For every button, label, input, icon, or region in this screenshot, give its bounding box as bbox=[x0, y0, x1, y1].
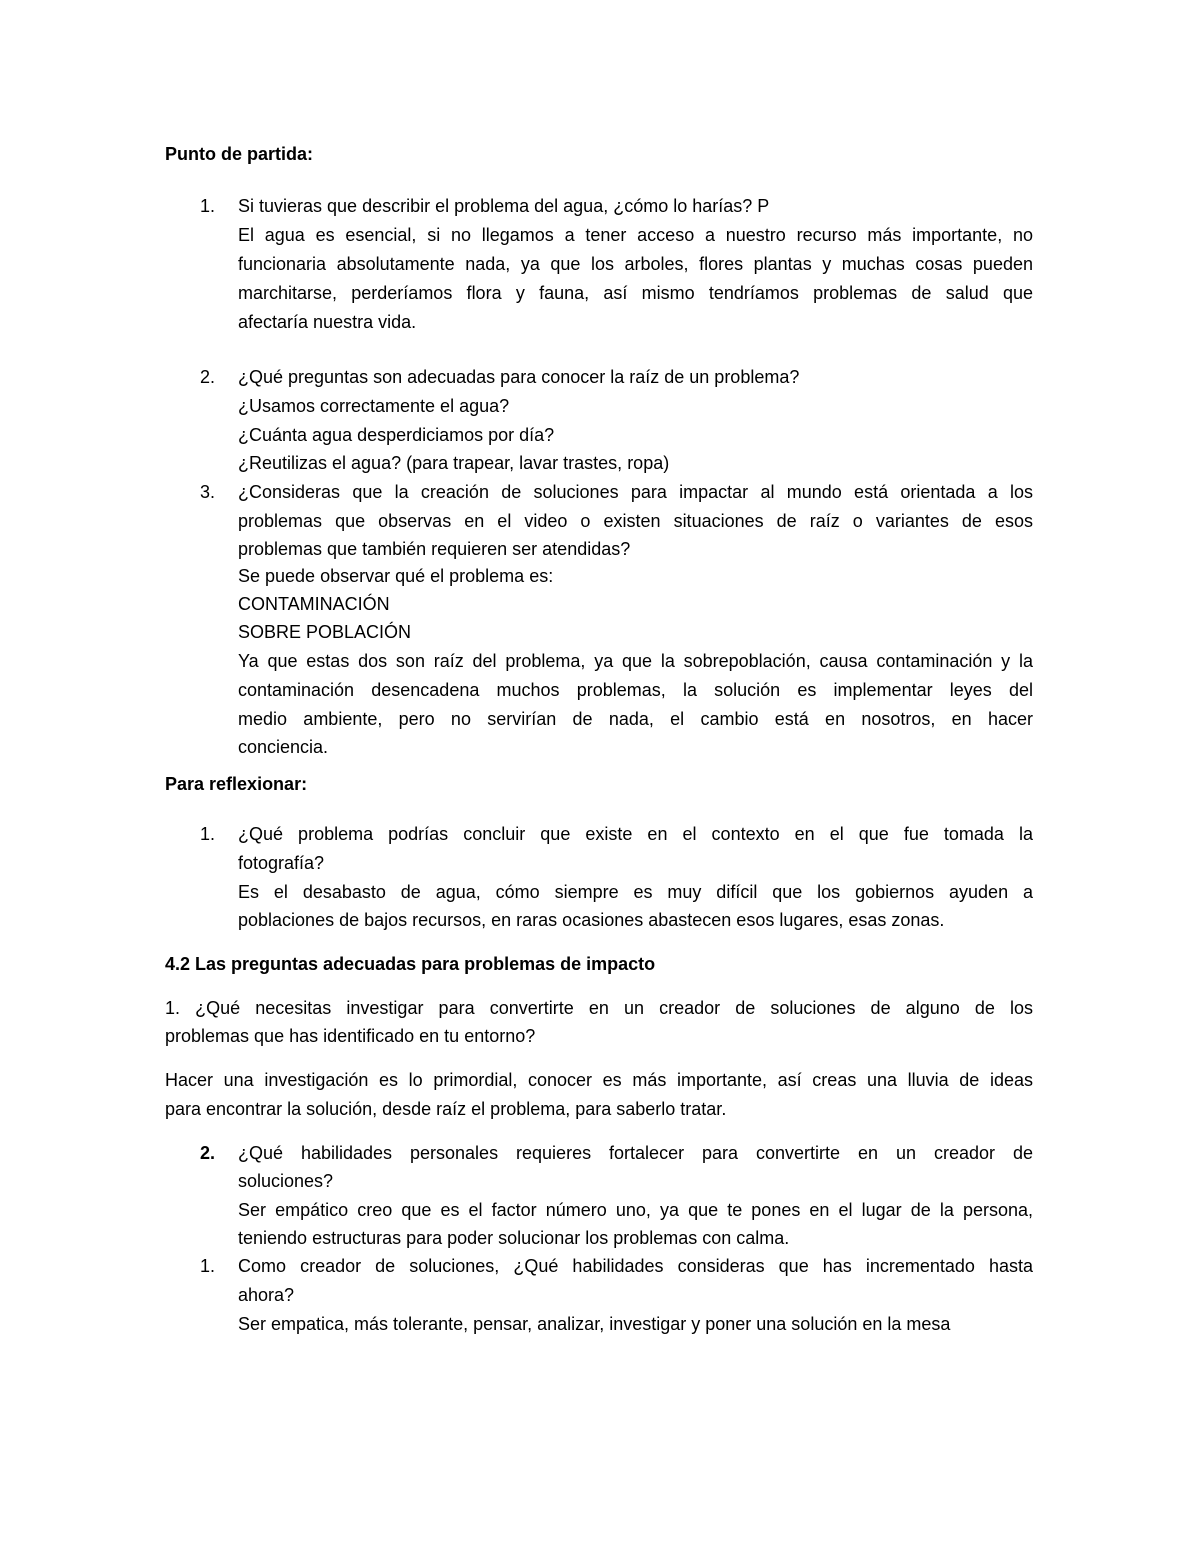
answer-item: CONTAMINACIÓN bbox=[238, 594, 390, 614]
answer-line: para encontrar la solución, desde raíz el problema, para saberlo tratar. bbox=[165, 1099, 727, 1119]
answer-line: medio ambiente, pero no servirían de nada, el cambio está en nosotros, en hacer bbox=[238, 709, 1033, 729]
answer-line: contaminación desencadena muchos problemas, la solución es implementar leyes del bbox=[238, 680, 1033, 700]
question-line: soluciones? bbox=[238, 1171, 334, 1191]
answer-line: marchitarse, perderíamos flora y fauna, así mismo tendríamos problemas de salud que bbox=[238, 283, 1033, 303]
question-line: ¿Consideras que la creación de soluciones para impactar al mundo está orientada a los bbox=[238, 482, 1033, 502]
question-line: ¿Qué habilidades personales requieres fortalecer para convertirte en un creador de bbox=[238, 1143, 1033, 1163]
list-number: 1. bbox=[200, 1256, 216, 1276]
answer-line: conciencia. bbox=[238, 737, 329, 757]
answer-line: funcionaria absolutamente nada, ya que los arboles, flores plantas y muchas cosas pueden bbox=[238, 254, 1033, 274]
list-number: 2. bbox=[200, 1143, 216, 1163]
list-number: 2. bbox=[200, 367, 216, 387]
answer-line: Hacer una investigación es lo primordial, conocer es más importante, así creas una lluvia de ideas bbox=[165, 1070, 1033, 1090]
answer-line: Ya que estas dos son raíz del problema, ya que la sobrepoblación, causa contaminación y la bbox=[238, 651, 1033, 671]
question-line: problemas que has identificado en tu entorno? bbox=[165, 1026, 536, 1046]
answer-line: El agua es esencial, si no llegamos a tener acceso a nuestro recurso más importante, no bbox=[238, 225, 1033, 245]
question-line: Como creador de soluciones, ¿Qué habilidades consideras que has incrementado hasta bbox=[238, 1256, 1033, 1276]
list-number: 3. bbox=[200, 482, 216, 502]
section-heading-preguntas-adecuadas: 4.2 Las preguntas adecuadas para problemas de impacto bbox=[165, 954, 656, 974]
answer-line: Se puede observar qué el problema es: bbox=[238, 566, 554, 586]
question-text: ¿Qué preguntas son adecuadas para conocer la raíz de un problema? bbox=[238, 367, 800, 387]
answer-line: afectaría nuestra vida. bbox=[238, 312, 417, 332]
question-line: fotografía? bbox=[238, 853, 325, 873]
answer-line: ¿Usamos correctamente el agua? bbox=[238, 396, 510, 416]
answer-line: teniendo estructuras para poder solucionar los problemas con calma. bbox=[238, 1228, 790, 1248]
list-number: 1. bbox=[200, 824, 216, 844]
section-heading-para-reflexionar: Para reflexionar: bbox=[165, 774, 308, 794]
list-number: 1. bbox=[200, 196, 216, 216]
section-heading-punto-de-partida: Punto de partida: bbox=[165, 144, 313, 164]
question-line: problemas que también requieren ser atendidas? bbox=[238, 539, 631, 559]
question-line: ¿Qué problema podrías concluir que existe en el contexto en el que fue tomada la bbox=[238, 824, 1033, 844]
answer-line: Ser empatica, más tolerante, pensar, analizar, investigar y poner una solución en la mesa bbox=[238, 1314, 951, 1334]
question-line: ahora? bbox=[238, 1285, 295, 1305]
answer-line: Es el desabasto de agua, cómo siempre es muy difícil que los gobiernos ayuden a bbox=[238, 882, 1033, 902]
question-text: Si tuvieras que describir el problema del agua, ¿cómo lo harías? P bbox=[238, 196, 770, 216]
answer-line: ¿Reutilizas el agua? (para trapear, lavar trastes, ropa) bbox=[238, 453, 670, 473]
question-line: problemas que observas en el video o existen situaciones de raíz o variantes de esos bbox=[238, 511, 1033, 531]
answer-line: Ser empático creo que es el factor número uno, ya que te pones en el lugar de la persona, bbox=[238, 1200, 1033, 1220]
question-line: 1. ¿Qué necesitas investigar para convertirte en un creador de soluciones de alguno de los bbox=[165, 998, 1033, 1018]
answer-item: SOBRE POBLACIÓN bbox=[238, 622, 412, 642]
answer-line: poblaciones de bajos recursos, en raras ocasiones abastecen esos lugares, esas zonas. bbox=[238, 910, 945, 930]
answer-line: ¿Cuánta agua desperdiciamos por día? bbox=[238, 425, 555, 445]
